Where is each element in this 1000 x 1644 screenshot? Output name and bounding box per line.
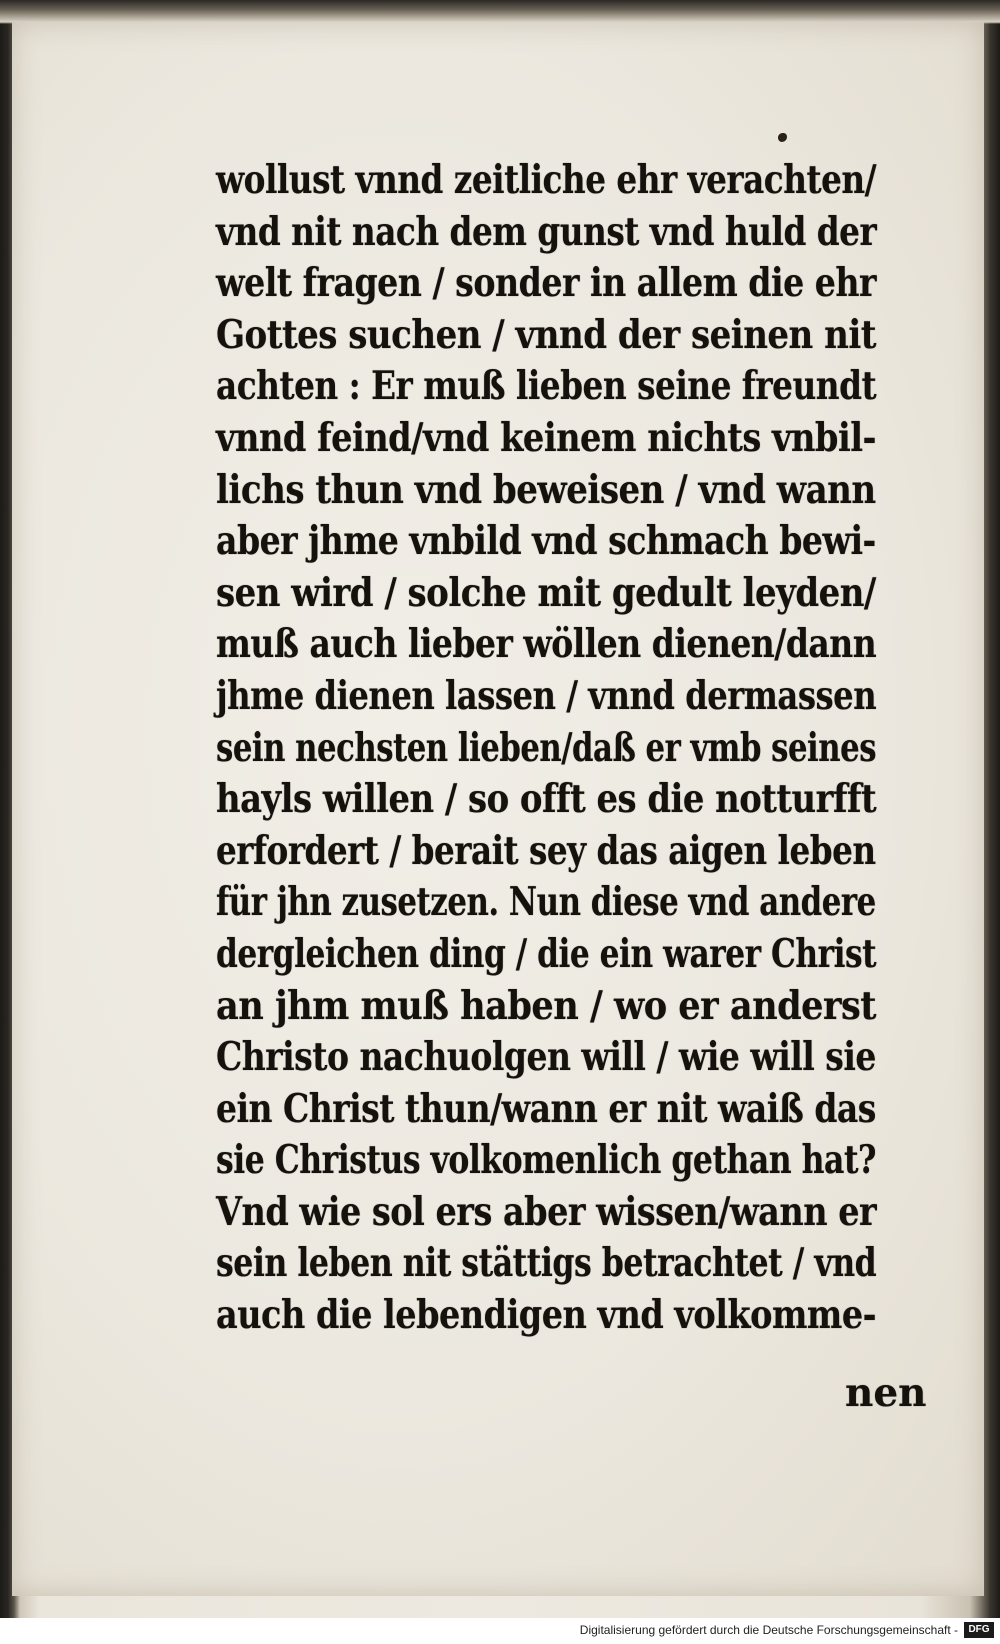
text-line: achten : Er muß lieben seine freundt [216, 363, 877, 410]
text-line: für jhn zusetzen. Nun diese vnd andere [216, 879, 876, 926]
text-line: vnd nit nach dem gunst vnd huld der [216, 208, 877, 255]
text-line: aber jhme vnbild vnd schmach bewi- [216, 518, 876, 565]
text-line: muß auch lieber wöllen dienen/dann [216, 621, 877, 668]
text-line: ein Christ thun/wann er nit waiß das [216, 1085, 876, 1132]
text-line: Christo nachuolgen will / wie will sie [216, 1034, 876, 1081]
text-line: wollust vnnd zeitliche ehr verachten/ [216, 157, 877, 203]
digitization-footer [0, 1618, 1000, 1644]
text-line: jhme dienen lassen / vnnd dermassen [216, 672, 877, 719]
text-block [216, 155, 916, 1342]
text-line: Vnd wie sol ers aber wissen/wann er [216, 1188, 877, 1235]
text-line: dergleichen ding / die ein warer Christ [216, 930, 877, 977]
catchword: nen [845, 1370, 927, 1416]
text-line: sein leben nit stättigs betrachtet / vnd [216, 1240, 877, 1287]
text-line: Gottes suchen / vnnd der seinen nit [216, 311, 876, 358]
text-line: erfordert / berait sey das aigen leben [216, 827, 876, 874]
text-line: lichs thun vnd beweisen / vnd wann [216, 466, 876, 513]
text-line: sen wird / solche mit gedult leyden/ [216, 569, 876, 616]
text-line: hayls willen / so offt es die notturfft [216, 776, 877, 823]
text-line: sein nechsten lieben/daß er vmb seines [216, 724, 877, 771]
ink-spot [778, 133, 787, 142]
book-top-edge [0, 0, 1000, 24]
dfg-logo-icon: DFG [964, 1622, 994, 1638]
text-line: sie Christus volkomenlich gethan hat? [216, 1137, 876, 1184]
text-line: auch die lebendigen vnd volkomme- [216, 1292, 877, 1339]
funding-notice: Digitalisierung gefördert durch die Deutsche Forschungsgemeinschaft - [579, 1623, 958, 1637]
text-line: vnnd feind/vnd keinem nichts vnbil- [216, 414, 876, 461]
text-line: welt fragen / sonder in allem die ehr [216, 260, 877, 307]
text-line: an jhm muß haben / wo er anderst [216, 982, 876, 1029]
